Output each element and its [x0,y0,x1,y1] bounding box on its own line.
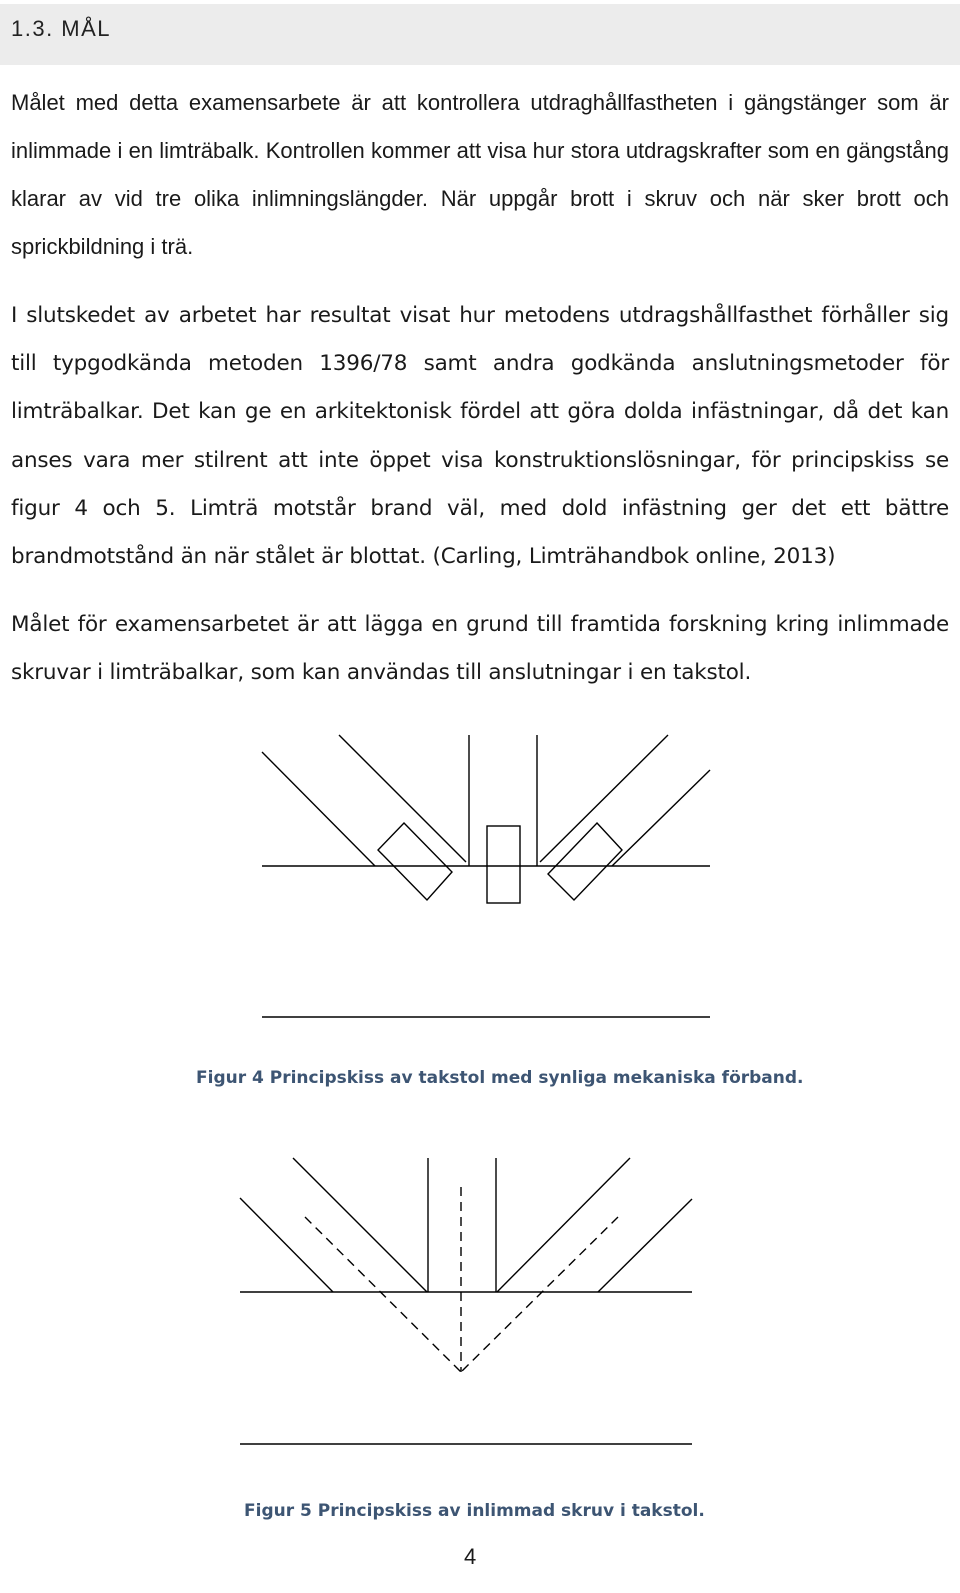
figure-5-caption: Figur 5 Principskiss av inlimmad skruv i takstol. [244,1501,705,1521]
paragraph-1: Målet med detta examensarbete är att kontrollera utdraghållfastheten i gängstänger som är inlimmade i en limträbalk. Kontrollen kommer att visa hur stora utdragskrafter som en gängstång klarar av vid tre olika inlimningslängder. När uppgår brott i skruv och när sker brott och sprickbildning i trä. [11,90,949,259]
fig5-left-outer-diagonal [240,1198,333,1292]
fig5-right-outer-diagonal [598,1199,692,1292]
page-number: 4 [464,1544,477,1569]
paragraph-3: Målet för examensarbetet är att lägga en grund till framtida forskning kring inlimmade skruvar i limträbalkar, som kan användas till anslutningar i en takstol. [11,612,949,685]
fig4-right-connector-plate [548,823,622,900]
fig4-right-inner-diagonal [540,735,668,862]
section-heading: 1.3. MÅL [11,16,112,41]
fig5-right-inner-diagonal [497,1158,630,1292]
fig5-left-screw-dashed [305,1217,461,1372]
figure-5-sketch [0,1140,960,1500]
figure-4-caption: Figur 4 Principskiss av takstol med synliga mekaniska förband. [196,1068,804,1088]
fig5-right-screw-dashed [461,1217,618,1372]
fig4-left-outer-diagonal [262,752,375,866]
fig4-center-connector-plate [487,826,520,903]
fig4-left-connector-plate [378,823,452,900]
paragraph-2: I slutskedet av arbetet har resultat visat hur metodens utdragshållfasthet förhåller sig till typgodkända metoden 1396/78 samt andra godkända anslutningsmetoder för limträbalkar. Det kan ge en arkitektonisk fördel att göra dolda infästningar, då det kan anses vara mer stilrent att inte öppet visa konstruktionslösningar, för principskiss se figur 4 och 5. Limträ motstår brand väl, med dold infästning ger det ett bättre brandmotstånd än när stålet är blottat. (Carling, Limträhandbok online, 2013) [11,303,949,570]
fig4-left-inner-diagonal [339,735,466,862]
fig4-right-outer-diagonal [612,770,710,866]
